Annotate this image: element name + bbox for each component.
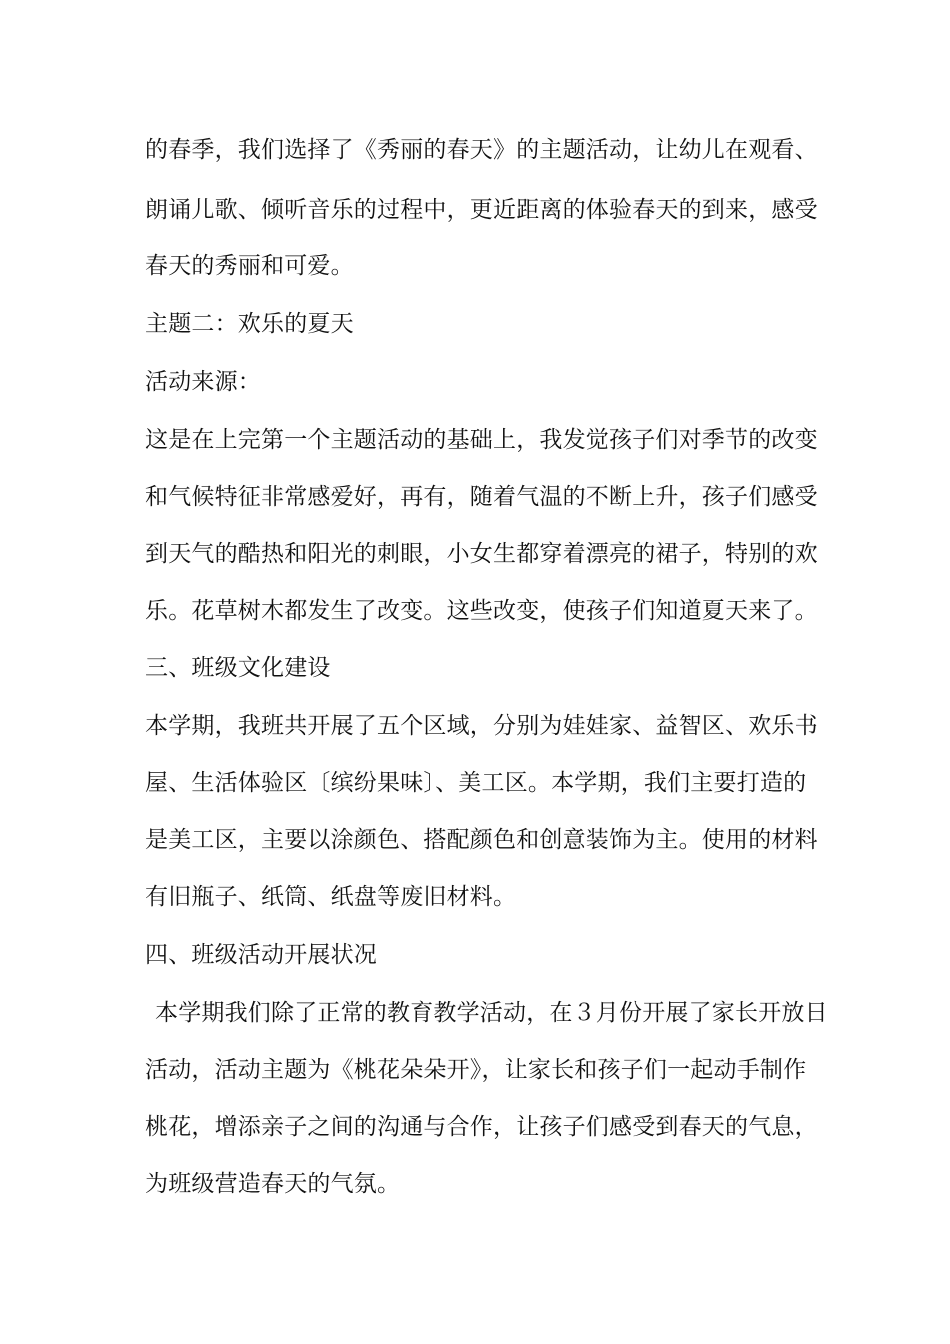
paragraph-line: 春天的秀丽和可爱。 <box>145 253 354 279</box>
paragraph-line: 有旧瓶子、纸筒、纸盘等废旧材料。 <box>145 884 517 910</box>
section-heading: 四、班级活动开展状况 <box>145 942 377 968</box>
paragraph-line: 桃花，增添亲子之间的沟通与合作，让孩子们感受到春天的气息， <box>145 1114 818 1140</box>
paragraph-line: 是美工区，主要以涂颜色、搭配颜色和创意装饰为主。使用的材料 <box>145 827 818 853</box>
paragraph-line: 朗诵儿歌、倾听音乐的过程中，更近距离的体验春天的到来，感受 <box>145 197 818 223</box>
paragraph-line: 的春季，我们选择了《秀丽的春天》的主题活动，让幼儿在观看、 <box>145 137 818 163</box>
paragraph-line: 和气候特征非常感爱好，再有，随着气温的不断上升，孩子们感受 <box>145 484 818 510</box>
section-heading: 三、班级文化建设 <box>145 655 331 681</box>
subheading: 活动来源： <box>145 369 261 395</box>
paragraph-line: 为班级营造春天的气氛。 <box>145 1171 401 1197</box>
paragraph-line: 到天气的酷热和阳光的刺眼，小女生都穿着漂亮的裙子，特别的欢 <box>145 541 818 567</box>
paragraph-line: 屋、生活体验区〔缤纷果味〕、美工区。本学期，我们主要打造的 <box>145 770 807 796</box>
paragraph-line: 乐。花草树木都发生了改变。这些改变，使孩子们知道夏天来了。 <box>145 598 818 624</box>
paragraph-line: 活动，活动主题为《桃花朵朵开》，让家长和孩子们一起动手制作 <box>145 1057 807 1083</box>
paragraph-line: 这是在上完第一个主题活动的基础上，我发觉孩子们对季节的改变 <box>145 427 818 453</box>
section-heading: 主题二：欢乐的夏天 <box>145 311 354 337</box>
paragraph-line: 本学期，我班共开展了五个区域，分别为娃娃家、益智区、欢乐书 <box>145 713 818 739</box>
paragraph-line: 本学期我们除了正常的教育教学活动，在３月份开展了家长开放日 <box>155 1000 828 1026</box>
